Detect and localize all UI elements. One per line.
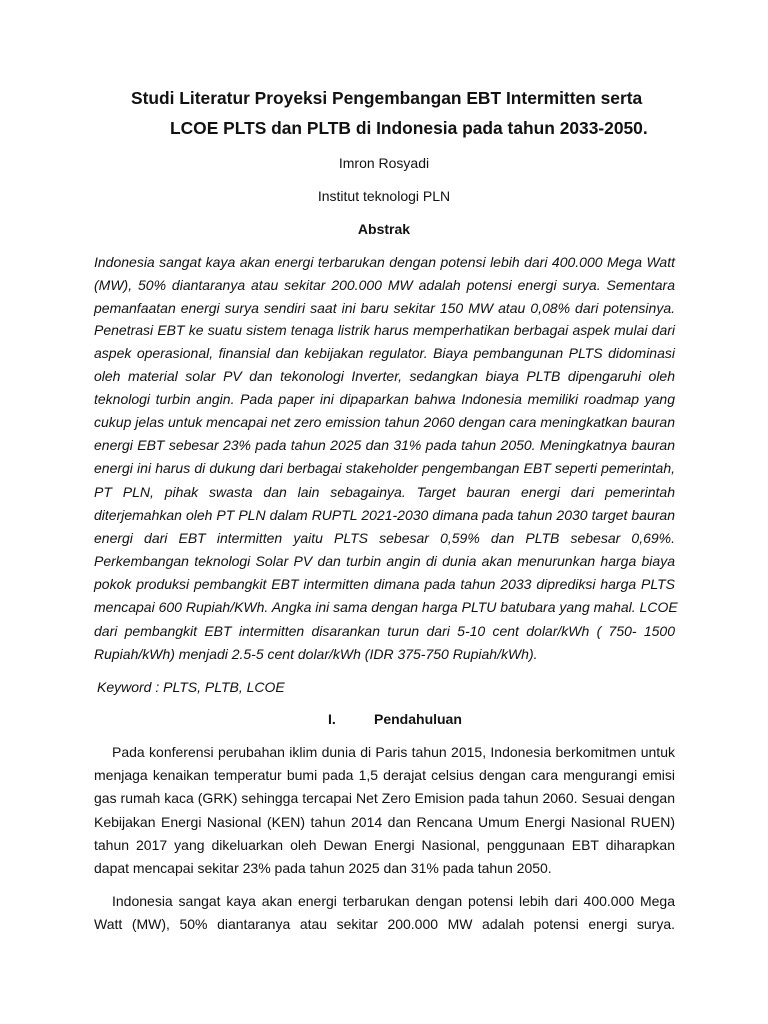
abstract-line: mencapai 600 Rupiah/KWh. Angka ini sama dengan harga PLTU batubara yang mahal. LCOE <box>94 599 678 615</box>
author-name: Imron Rosyadi <box>338 155 430 171</box>
paragraph-line: Watt (MW), 50% diantaranya atau sekitar 200.000 MW adalah potensi energi surya. <box>94 916 675 932</box>
abstract-line: pemanfaatan energi surya sendiri saat ini baru sekitar 150 MW atau 0,08% dari potensinya. <box>94 300 675 316</box>
abstract-line: energi ini harus di dukung dari berbagai stakeholder pengembangan EBT seperti pemerintah, <box>94 460 675 476</box>
paragraph-line: Pada konferensi perubahan iklim dunia di Paris tahun 2015, Indonesia berkomitmen untuk <box>112 744 675 760</box>
abstract-line: Penetrasi EBT ke suatu sistem tenaga listrik harus memperhatikan berbagai aspek mulai dari <box>94 322 675 338</box>
paragraph-line: tahun 2017 yang dikeluarkan oleh Dewan Energi Nasional, penggunaan EBT diharapkan <box>94 837 675 853</box>
section-number: I. <box>328 711 336 727</box>
paper-title-line-2: LCOE PLTS dan PLTB di Indonesia pada tahun 2033-2050. <box>170 118 648 138</box>
abstract-line: aspek operasional, finansial dan kebijakan regulator. Biaya pembangunan PLTS didominasi <box>94 345 675 361</box>
abstract-line: Indonesia sangat kaya akan energi terbarukan dengan potensi lebih dari 400.000 Mega Watt <box>94 254 675 270</box>
paragraph-line: Indonesia sangat kaya akan energi terbarukan dengan potensi lebih dari 400.000 Mega <box>112 893 675 909</box>
abstract-line: pokok produksi pembangkit EBT intermitten dimana pada tahun 2033 diprediksi harga PLTS <box>94 576 675 592</box>
abstract-line: dari pembangkit EBT intermitten disarankan turun dari 5-10 cent dolar/kWh ( 750- 1500 <box>94 623 675 639</box>
paragraph-line: gas rumah kaca (GRK) sehingga tercapai Net Zero Emision pada tahun 2060. Sesuai dengan <box>94 790 675 806</box>
abstract-line: diterjemahkan oleh PT PLN dalam RUPTL 2021-2030 dimana pada tahun 2030 target bauran <box>94 507 675 523</box>
abstract-line: oleh material solar PV dan tekonologi Inverter, sedangkan biaya PLTB dipengaruhi oleh <box>94 368 675 384</box>
abstract-line: Rupiah/kWh) menjadi 2.5-5 cent dolar/kWh (IDR 375-750 Rupiah/kWh). <box>94 646 538 662</box>
section-title: Pendahuluan <box>374 711 462 727</box>
paragraph-line: dapat mencapai sekitar 23% pada tahun 2025 dan 31% pada tahun 2050. <box>94 860 552 876</box>
paragraph-line: menjaga kenaikan temperatur bumi pada 1,5 derajat celsius dengan cara mengurangi emisi <box>94 767 675 783</box>
abstract-heading: Abstrak <box>357 221 411 237</box>
paper-title-line-1: Studi Literatur Proyeksi Pengembangan EBT Intermitten serta <box>131 88 643 108</box>
abstract-line: (MW), 50% diantaranya atau sekitar 200.000 MW adalah potensi energi surya. Sementara <box>94 277 675 293</box>
abstract-line: cukup jelas untuk mencapai net zero emission tahun 2060 dengan cara meningkatkan bauran <box>94 414 675 430</box>
institution-name: Institut teknologi PLN <box>317 188 451 204</box>
abstract-line: teknologi turbin angin. Pada paper ini dipaparkan bahwa Indonesia memiliki roadmap yang <box>94 391 675 407</box>
abstract-line: PT PLN, pihak swasta dan lain sebagainya. Target bauran energi dari pemerintah <box>94 484 675 500</box>
paragraph-line: Kebijakan Energi Nasional (KEN) tahun 2014 dan Rencana Umum Energi Nasional RUEN) <box>94 814 675 830</box>
keywords: Keyword : PLTS, PLTB, LCOE <box>97 679 285 695</box>
abstract-line: energi dari EBT intermitten yaitu PLTS sebesar 0,59% dan PLTB sebesar 0,69%. <box>94 530 675 546</box>
abstract-line: energi EBT sebesar 23% pada tahun 2025 dan 31% pada tahun 2050. Meningkatnya bauran <box>94 437 675 453</box>
abstract-line: Perkembangan teknologi Solar PV dan turbin angin di dunia akan menurunkan harga biaya <box>94 553 675 569</box>
